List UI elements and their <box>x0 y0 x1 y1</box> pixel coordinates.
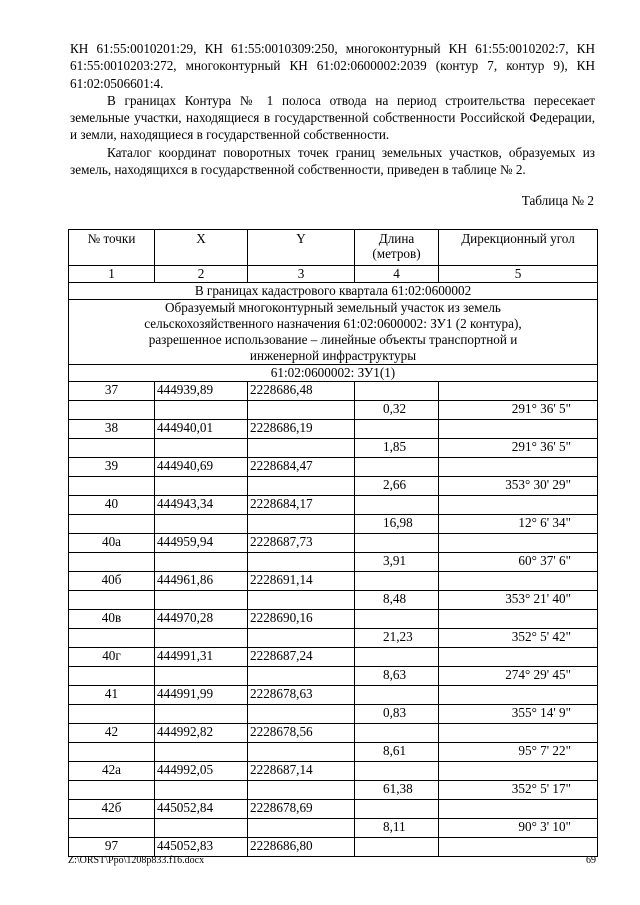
empty-cell <box>155 401 248 420</box>
point-x: 445052,84 <box>155 800 248 819</box>
empty-cell <box>155 781 248 800</box>
empty-cell <box>248 819 355 838</box>
point-number: 97 <box>69 838 155 857</box>
segment-row <box>69 401 598 420</box>
empty-cell <box>155 439 248 458</box>
segment-angle: 274° 29' 45" <box>439 667 598 686</box>
point-row <box>69 420 598 439</box>
header-length: Длина (метров) <box>355 230 439 266</box>
segment-row <box>69 781 598 800</box>
empty-cell <box>439 458 598 477</box>
empty-cell <box>355 686 439 705</box>
empty-cell <box>355 420 439 439</box>
point-row <box>69 572 598 591</box>
segment-length: 21,23 <box>355 629 439 648</box>
footer-page-number: 69 <box>586 855 596 866</box>
point-row <box>69 382 598 401</box>
segment-length: 2,66 <box>355 477 439 496</box>
point-x: 444940,01 <box>155 420 248 439</box>
point-number: 40г <box>69 648 155 667</box>
parcel-description-row <box>69 300 598 365</box>
quarter-heading: В границах кадастрового квартала 61:02:0600002 <box>69 283 598 300</box>
empty-cell <box>69 439 155 458</box>
point-row <box>69 610 598 629</box>
paragraph-catalog: Каталог координат поворотных точек границ земельных участков, образуемых из земель, находящихся в государственной собственности, приведен в таблице № 2. <box>70 144 595 178</box>
empty-cell <box>248 591 355 610</box>
empty-cell <box>155 667 248 686</box>
point-x: 445052,83 <box>155 838 248 857</box>
segment-length: 16,98 <box>355 515 439 534</box>
segment-row <box>69 667 598 686</box>
empty-cell <box>248 439 355 458</box>
empty-cell <box>248 401 355 420</box>
point-number: 42б <box>69 800 155 819</box>
empty-cell <box>69 591 155 610</box>
segment-row <box>69 591 598 610</box>
point-y: 2228686,19 <box>248 420 355 439</box>
table-label: Таблица № 2 <box>521 193 594 208</box>
empty-cell <box>355 534 439 553</box>
point-number: 40а <box>69 534 155 553</box>
segment-row <box>69 553 598 572</box>
column-number: 2 <box>155 266 248 283</box>
point-x: 444959,94 <box>155 534 248 553</box>
empty-cell <box>439 420 598 439</box>
empty-cell <box>69 629 155 648</box>
point-x: 444939,89 <box>155 382 248 401</box>
empty-cell <box>69 781 155 800</box>
paragraph-cadastral-numbers: КН 61:55:0010201:29, КН 61:55:0010309:250, многоконтурный КН 61:55:0010202:7, КН 61:55:0010203:272, многоконтурный КН 61:02:0600002:2039 (контур 7, контур 9), КН 61:02:0506601:4. <box>70 41 595 91</box>
empty-cell <box>439 762 598 781</box>
empty-cell <box>248 705 355 724</box>
empty-cell <box>439 724 598 743</box>
empty-cell <box>155 477 248 496</box>
empty-cell <box>439 648 598 667</box>
point-y: 2228678,69 <box>248 800 355 819</box>
point-x: 444992,05 <box>155 762 248 781</box>
segment-angle: 352° 5' 42" <box>439 629 598 648</box>
empty-cell <box>155 629 248 648</box>
segment-length: 61,38 <box>355 781 439 800</box>
empty-cell <box>69 743 155 762</box>
point-row <box>69 496 598 515</box>
segment-length: 3,91 <box>355 553 439 572</box>
point-y: 2228686,48 <box>248 382 355 401</box>
contour-label-row <box>69 365 598 382</box>
point-row <box>69 724 598 743</box>
segment-angle: 95° 7' 22" <box>439 743 598 762</box>
intro-text <box>70 40 595 178</box>
empty-cell <box>439 800 598 819</box>
segment-angle: 12° 6' 34" <box>439 515 598 534</box>
point-y: 2228687,24 <box>248 648 355 667</box>
segment-length: 0,32 <box>355 401 439 420</box>
point-row <box>69 458 598 477</box>
point-y: 2228691,14 <box>248 572 355 591</box>
column-number-row <box>69 266 598 283</box>
point-row <box>69 534 598 553</box>
point-y: 2228684,47 <box>248 458 355 477</box>
empty-cell <box>248 781 355 800</box>
empty-cell <box>155 819 248 838</box>
point-y: 2228678,63 <box>248 686 355 705</box>
empty-cell <box>248 515 355 534</box>
empty-cell <box>69 477 155 496</box>
column-number: 3 <box>248 266 355 283</box>
header-point: № точки <box>69 230 155 266</box>
segment-length: 8,11 <box>355 819 439 838</box>
point-number: 38 <box>69 420 155 439</box>
column-number: 1 <box>69 266 155 283</box>
segment-length: 1,85 <box>355 439 439 458</box>
empty-cell <box>355 838 439 857</box>
point-x: 444992,82 <box>155 724 248 743</box>
empty-cell <box>439 610 598 629</box>
point-number: 42а <box>69 762 155 781</box>
point-row <box>69 648 598 667</box>
point-row <box>69 686 598 705</box>
empty-cell <box>155 591 248 610</box>
empty-cell <box>355 610 439 629</box>
empty-cell <box>439 686 598 705</box>
point-x: 444961,86 <box>155 572 248 591</box>
contour-label: 61:02:0600002: ЗУ1(1) <box>69 365 598 382</box>
empty-cell <box>155 515 248 534</box>
segment-row <box>69 477 598 496</box>
empty-cell <box>439 838 598 857</box>
header-y: Y <box>248 230 355 266</box>
point-y: 2228690,16 <box>248 610 355 629</box>
point-x: 444991,31 <box>155 648 248 667</box>
empty-cell <box>69 401 155 420</box>
point-y: 2228684,17 <box>248 496 355 515</box>
table-header-row <box>69 230 598 266</box>
empty-cell <box>248 743 355 762</box>
point-x: 444943,34 <box>155 496 248 515</box>
segment-length: 8,48 <box>355 591 439 610</box>
segment-angle: 291° 36' 5" <box>439 401 598 420</box>
point-number: 42 <box>69 724 155 743</box>
point-number: 41 <box>69 686 155 705</box>
column-number: 5 <box>439 266 598 283</box>
point-x: 444970,28 <box>155 610 248 629</box>
empty-cell <box>355 496 439 515</box>
empty-cell <box>69 667 155 686</box>
point-row <box>69 838 598 857</box>
paragraph-contour-1: В границах Контура № 1 полоса отвода на период строительства пересекает земельные участки, находящиеся в государственной собственности Российской Федерации, и земли, находящиеся в государственной собственности. <box>70 92 595 143</box>
point-number: 40б <box>69 572 155 591</box>
empty-cell <box>248 477 355 496</box>
point-y: 2228686,80 <box>248 838 355 857</box>
point-number: 39 <box>69 458 155 477</box>
empty-cell <box>355 762 439 781</box>
segment-row <box>69 515 598 534</box>
header-x: X <box>155 230 248 266</box>
empty-cell <box>439 382 598 401</box>
point-number: 40в <box>69 610 155 629</box>
point-row <box>69 800 598 819</box>
column-number: 4 <box>355 266 439 283</box>
segment-row <box>69 439 598 458</box>
empty-cell <box>439 572 598 591</box>
point-x: 444940,69 <box>155 458 248 477</box>
empty-cell <box>155 705 248 724</box>
point-y: 2228687,73 <box>248 534 355 553</box>
segment-length: 8,61 <box>355 743 439 762</box>
point-number: 37 <box>69 382 155 401</box>
segment-angle: 60° 37' 6" <box>439 553 598 572</box>
empty-cell <box>248 629 355 648</box>
segment-angle: 352° 5' 17" <box>439 781 598 800</box>
point-y: 2228687,14 <box>248 762 355 781</box>
empty-cell <box>248 667 355 686</box>
segment-row <box>69 819 598 838</box>
coordinates-table <box>68 229 598 857</box>
segment-row <box>69 705 598 724</box>
empty-cell <box>355 724 439 743</box>
segment-row <box>69 743 598 762</box>
parcel-description: Образуемый многоконтурный земельный участок из земель сельскохозяйственного назначения 61:02:0600002: ЗУ1 (2 контура), разрешенное использование – линейные объекты транспортной и инженерной инфраструктуры <box>69 300 598 365</box>
empty-cell <box>69 705 155 724</box>
segment-length: 0,83 <box>355 705 439 724</box>
segment-row <box>69 629 598 648</box>
point-y: 2228678,56 <box>248 724 355 743</box>
segment-angle: 355° 14' 9" <box>439 705 598 724</box>
empty-cell <box>155 743 248 762</box>
segment-angle: 353° 30' 29" <box>439 477 598 496</box>
segment-length: 8,63 <box>355 667 439 686</box>
point-row <box>69 762 598 781</box>
empty-cell <box>355 382 439 401</box>
empty-cell <box>439 534 598 553</box>
empty-cell <box>355 572 439 591</box>
empty-cell <box>69 819 155 838</box>
empty-cell <box>69 515 155 534</box>
empty-cell <box>248 553 355 572</box>
empty-cell <box>355 800 439 819</box>
empty-cell <box>355 458 439 477</box>
point-number: 40 <box>69 496 155 515</box>
point-x: 444991,99 <box>155 686 248 705</box>
footer-file-path: Z:\ORST\Ppo\1208p833.f16.docx <box>68 855 205 866</box>
empty-cell <box>155 553 248 572</box>
empty-cell <box>355 648 439 667</box>
segment-angle: 291° 36' 5" <box>439 439 598 458</box>
empty-cell <box>69 553 155 572</box>
segment-angle: 90° 3' 10" <box>439 819 598 838</box>
segment-angle: 353° 21' 40" <box>439 591 598 610</box>
header-angle: Дирекционный угол <box>439 230 598 266</box>
quarter-heading-row <box>69 283 598 300</box>
empty-cell <box>439 496 598 515</box>
